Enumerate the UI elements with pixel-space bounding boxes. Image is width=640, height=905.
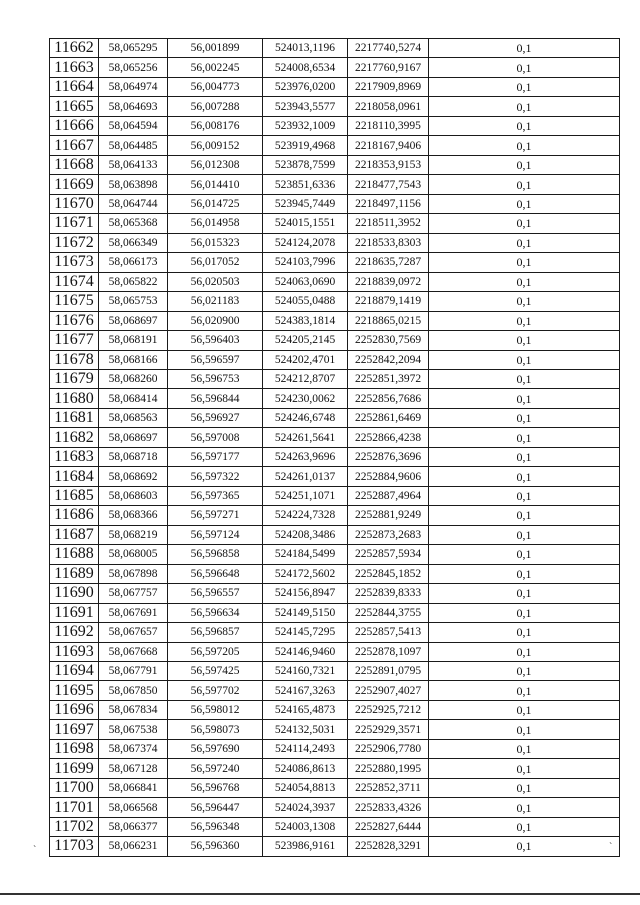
coord-y-cell: 2252833,4326 xyxy=(348,798,429,817)
coord-x-cell: 524184,5499 xyxy=(263,545,348,564)
coord-b-cell: 56,020503 xyxy=(168,272,263,291)
point-number-cell: 11701 xyxy=(50,798,99,817)
page-bottom-rule xyxy=(0,893,640,895)
table-row xyxy=(50,447,620,466)
precision-cell: 0,1 xyxy=(429,214,620,233)
precision-cell: 0,1 xyxy=(429,175,620,194)
precision-cell: 0,1 xyxy=(429,467,620,486)
coord-x-cell: 524202,4701 xyxy=(263,350,348,369)
coord-b-cell: 56,021183 xyxy=(168,292,263,311)
precision-cell: 0,1 xyxy=(429,662,620,681)
coord-x-cell: 524172,5602 xyxy=(263,564,348,583)
point-number-cell: 11685 xyxy=(50,486,99,505)
coord-y-cell: 2252929,3571 xyxy=(348,720,429,739)
coord-b-cell: 56,598012 xyxy=(168,700,263,719)
coord-y-cell: 2252842,2094 xyxy=(348,350,429,369)
table-row xyxy=(50,331,620,350)
coord-y-cell: 2218635,7287 xyxy=(348,253,429,272)
coord-a-cell: 58,067128 xyxy=(99,759,168,778)
table-row xyxy=(50,662,620,681)
point-number-cell: 11689 xyxy=(50,564,99,583)
precision-cell: 0,1 xyxy=(429,136,620,155)
coord-b-cell: 56,597205 xyxy=(168,642,263,661)
coord-a-cell: 58,066568 xyxy=(99,798,168,817)
coord-x-cell: 524146,9460 xyxy=(263,642,348,661)
table-row xyxy=(50,292,620,311)
coord-a-cell: 58,068603 xyxy=(99,486,168,505)
point-number-cell: 11673 xyxy=(50,253,99,272)
coord-b-cell: 56,007288 xyxy=(168,97,263,116)
coord-y-cell: 2252827,6444 xyxy=(348,817,429,836)
table-row xyxy=(50,369,620,388)
coord-x-cell: 524261,0137 xyxy=(263,467,348,486)
table-row xyxy=(50,642,620,661)
precision-cell: 0,1 xyxy=(429,525,620,544)
coord-a-cell: 58,068191 xyxy=(99,331,168,350)
precision-cell: 0,1 xyxy=(429,720,620,739)
table-row xyxy=(50,700,620,719)
precision-cell: 0,1 xyxy=(429,759,620,778)
coord-y-cell: 2252891,0795 xyxy=(348,662,429,681)
stray-mark-right: ` xyxy=(609,842,613,853)
precision-cell: 0,1 xyxy=(429,778,620,797)
coord-b-cell: 56,596648 xyxy=(168,564,263,583)
coord-x-cell: 524145,7295 xyxy=(263,623,348,642)
table-row xyxy=(50,58,620,77)
table-row xyxy=(50,720,620,739)
coord-x-cell: 524160,7321 xyxy=(263,662,348,681)
precision-cell: 0,1 xyxy=(429,486,620,505)
point-number-cell: 11663 xyxy=(50,58,99,77)
precision-cell: 0,1 xyxy=(429,194,620,213)
point-number-cell: 11679 xyxy=(50,369,99,388)
precision-cell: 0,1 xyxy=(429,77,620,96)
table-row xyxy=(50,798,620,817)
coord-y-cell: 2218511,3952 xyxy=(348,214,429,233)
coord-b-cell: 56,001899 xyxy=(168,39,263,58)
coord-x-cell: 524261,5641 xyxy=(263,428,348,447)
coord-a-cell: 58,066349 xyxy=(99,233,168,252)
point-number-cell: 11683 xyxy=(50,447,99,466)
coord-b-cell: 56,020900 xyxy=(168,311,263,330)
coord-y-cell: 2217740,5274 xyxy=(348,39,429,58)
coord-y-cell: 2252884,9606 xyxy=(348,467,429,486)
coord-b-cell: 56,597365 xyxy=(168,486,263,505)
precision-cell: 0,1 xyxy=(429,408,620,427)
coord-b-cell: 56,596348 xyxy=(168,817,263,836)
coord-b-cell: 56,008176 xyxy=(168,116,263,135)
coord-b-cell: 56,596844 xyxy=(168,389,263,408)
coord-a-cell: 58,064744 xyxy=(99,194,168,213)
precision-cell: 0,1 xyxy=(429,58,620,77)
table-row xyxy=(50,272,620,291)
precision-cell: 0,1 xyxy=(429,97,620,116)
precision-cell: 0,1 xyxy=(429,155,620,174)
table-row xyxy=(50,603,620,622)
table-row xyxy=(50,214,620,233)
precision-cell: 0,1 xyxy=(429,545,620,564)
coord-y-cell: 2218497,1156 xyxy=(348,194,429,213)
coord-y-cell: 2252887,4964 xyxy=(348,486,429,505)
coord-y-cell: 2252857,5934 xyxy=(348,545,429,564)
point-number-cell: 11672 xyxy=(50,233,99,252)
coord-y-cell: 2252828,3291 xyxy=(348,837,429,856)
coord-b-cell: 56,596597 xyxy=(168,350,263,369)
coordinates-table xyxy=(49,38,620,857)
precision-cell: 0,1 xyxy=(429,623,620,642)
coord-y-cell: 2217760,9167 xyxy=(348,58,429,77)
precision-cell: 0,1 xyxy=(429,584,620,603)
coord-a-cell: 58,065822 xyxy=(99,272,168,291)
coord-a-cell: 58,067668 xyxy=(99,642,168,661)
coord-a-cell: 58,065256 xyxy=(99,58,168,77)
coord-a-cell: 58,064693 xyxy=(99,97,168,116)
coord-b-cell: 56,596360 xyxy=(168,837,263,856)
coord-y-cell: 2252839,8333 xyxy=(348,584,429,603)
coord-x-cell: 524156,8947 xyxy=(263,584,348,603)
point-number-cell: 11666 xyxy=(50,116,99,135)
coord-b-cell: 56,014410 xyxy=(168,175,263,194)
table-row xyxy=(50,564,620,583)
coord-a-cell: 58,068219 xyxy=(99,525,168,544)
precision-cell: 0,1 xyxy=(429,837,620,856)
table-row xyxy=(50,778,620,797)
coord-x-cell: 524055,0488 xyxy=(263,292,348,311)
precision-cell: 0,1 xyxy=(429,506,620,525)
point-number-cell: 11695 xyxy=(50,681,99,700)
coord-x-cell: 523878,7599 xyxy=(263,155,348,174)
coord-x-cell: 524003,1308 xyxy=(263,817,348,836)
coord-a-cell: 58,067898 xyxy=(99,564,168,583)
point-number-cell: 11680 xyxy=(50,389,99,408)
coord-y-cell: 2252907,4027 xyxy=(348,681,429,700)
table-row xyxy=(50,350,620,369)
table-row xyxy=(50,545,620,564)
coord-x-cell: 524063,0690 xyxy=(263,272,348,291)
coord-b-cell: 56,596857 xyxy=(168,623,263,642)
precision-cell: 0,1 xyxy=(429,369,620,388)
point-number-cell: 11668 xyxy=(50,155,99,174)
coord-a-cell: 58,068005 xyxy=(99,545,168,564)
table-row xyxy=(50,623,620,642)
coord-x-cell: 523986,9161 xyxy=(263,837,348,856)
coord-b-cell: 56,596403 xyxy=(168,331,263,350)
coord-a-cell: 58,064485 xyxy=(99,136,168,155)
coord-y-cell: 2252851,3972 xyxy=(348,369,429,388)
coord-b-cell: 56,596634 xyxy=(168,603,263,622)
coord-b-cell: 56,597240 xyxy=(168,759,263,778)
table-row xyxy=(50,175,620,194)
coord-a-cell: 58,065295 xyxy=(99,39,168,58)
point-number-cell: 11690 xyxy=(50,584,99,603)
precision-cell: 0,1 xyxy=(429,700,620,719)
coord-y-cell: 2252866,4238 xyxy=(348,428,429,447)
point-number-cell: 11675 xyxy=(50,292,99,311)
coord-b-cell: 56,596557 xyxy=(168,584,263,603)
coord-x-cell: 524114,2493 xyxy=(263,739,348,758)
coord-x-cell: 524383,1814 xyxy=(263,311,348,330)
coord-y-cell: 2252873,2683 xyxy=(348,525,429,544)
precision-cell: 0,1 xyxy=(429,331,620,350)
coord-a-cell: 58,066231 xyxy=(99,837,168,856)
precision-cell: 0,1 xyxy=(429,681,620,700)
coord-y-cell: 2218477,7543 xyxy=(348,175,429,194)
coord-b-cell: 56,597425 xyxy=(168,662,263,681)
coord-b-cell: 56,598073 xyxy=(168,720,263,739)
table-row xyxy=(50,311,620,330)
coord-x-cell: 524086,8613 xyxy=(263,759,348,778)
precision-cell: 0,1 xyxy=(429,389,620,408)
point-number-cell: 11699 xyxy=(50,759,99,778)
coord-x-cell: 523851,6336 xyxy=(263,175,348,194)
table-row xyxy=(50,817,620,836)
coord-y-cell: 2252852,3711 xyxy=(348,778,429,797)
point-number-cell: 11697 xyxy=(50,720,99,739)
precision-cell: 0,1 xyxy=(429,272,620,291)
coord-a-cell: 58,068697 xyxy=(99,311,168,330)
coord-a-cell: 58,067374 xyxy=(99,739,168,758)
coord-b-cell: 56,597008 xyxy=(168,428,263,447)
table-row xyxy=(50,97,620,116)
point-number-cell: 11686 xyxy=(50,506,99,525)
point-number-cell: 11681 xyxy=(50,408,99,427)
point-number-cell: 11692 xyxy=(50,623,99,642)
coord-y-cell: 2252844,3755 xyxy=(348,603,429,622)
point-number-cell: 11678 xyxy=(50,350,99,369)
coord-a-cell: 58,066377 xyxy=(99,817,168,836)
coord-b-cell: 56,015323 xyxy=(168,233,263,252)
precision-cell: 0,1 xyxy=(429,253,620,272)
coord-b-cell: 56,597702 xyxy=(168,681,263,700)
coord-b-cell: 56,597322 xyxy=(168,467,263,486)
point-number-cell: 11669 xyxy=(50,175,99,194)
point-number-cell: 11698 xyxy=(50,739,99,758)
coord-a-cell: 58,067757 xyxy=(99,584,168,603)
coord-b-cell: 56,002245 xyxy=(168,58,263,77)
coord-y-cell: 2218865,0215 xyxy=(348,311,429,330)
table-row xyxy=(50,194,620,213)
table-row xyxy=(50,506,620,525)
point-number-cell: 11696 xyxy=(50,700,99,719)
coord-a-cell: 58,065753 xyxy=(99,292,168,311)
coord-a-cell: 58,067538 xyxy=(99,720,168,739)
precision-cell: 0,1 xyxy=(429,564,620,583)
point-number-cell: 11682 xyxy=(50,428,99,447)
coord-x-cell: 524167,3263 xyxy=(263,681,348,700)
table-row xyxy=(50,136,620,155)
point-number-cell: 11687 xyxy=(50,525,99,544)
coord-b-cell: 56,017052 xyxy=(168,253,263,272)
coord-x-cell: 523976,0200 xyxy=(263,77,348,96)
point-number-cell: 11676 xyxy=(50,311,99,330)
table-row xyxy=(50,739,620,758)
precision-cell: 0,1 xyxy=(429,233,620,252)
table-row xyxy=(50,408,620,427)
coord-x-cell: 524212,8707 xyxy=(263,369,348,388)
table-row xyxy=(50,837,620,856)
coord-b-cell: 56,596927 xyxy=(168,408,263,427)
point-number-cell: 11664 xyxy=(50,77,99,96)
point-number-cell: 11694 xyxy=(50,662,99,681)
coord-a-cell: 58,067691 xyxy=(99,603,168,622)
coord-y-cell: 2252876,3696 xyxy=(348,447,429,466)
coord-y-cell: 2252830,7569 xyxy=(348,331,429,350)
coord-y-cell: 2218839,0972 xyxy=(348,272,429,291)
coord-a-cell: 58,068692 xyxy=(99,467,168,486)
coord-a-cell: 58,067834 xyxy=(99,700,168,719)
point-number-cell: 11667 xyxy=(50,136,99,155)
coord-x-cell: 524015,1551 xyxy=(263,214,348,233)
precision-cell: 0,1 xyxy=(429,311,620,330)
point-number-cell: 11703 xyxy=(50,837,99,856)
coord-x-cell: 524208,3486 xyxy=(263,525,348,544)
coord-y-cell: 2218879,1419 xyxy=(348,292,429,311)
coord-y-cell: 2252857,5413 xyxy=(348,623,429,642)
coord-b-cell: 56,004773 xyxy=(168,77,263,96)
coord-b-cell: 56,014725 xyxy=(168,194,263,213)
table-row xyxy=(50,486,620,505)
point-number-cell: 11684 xyxy=(50,467,99,486)
coord-a-cell: 58,068414 xyxy=(99,389,168,408)
point-number-cell: 11700 xyxy=(50,778,99,797)
coord-b-cell: 56,597690 xyxy=(168,739,263,758)
coord-y-cell: 2218353,9153 xyxy=(348,155,429,174)
coord-x-cell: 524224,7328 xyxy=(263,506,348,525)
table-row xyxy=(50,428,620,447)
coord-a-cell: 58,064974 xyxy=(99,77,168,96)
precision-cell: 0,1 xyxy=(429,603,620,622)
table-row xyxy=(50,584,620,603)
precision-cell: 0,1 xyxy=(429,739,620,758)
table-row xyxy=(50,681,620,700)
table-row xyxy=(50,525,620,544)
point-number-cell: 11702 xyxy=(50,817,99,836)
point-number-cell: 11662 xyxy=(50,39,99,58)
coord-b-cell: 56,596768 xyxy=(168,778,263,797)
coord-y-cell: 2252861,6469 xyxy=(348,408,429,427)
coord-a-cell: 58,065368 xyxy=(99,214,168,233)
precision-cell: 0,1 xyxy=(429,642,620,661)
precision-cell: 0,1 xyxy=(429,447,620,466)
coord-b-cell: 56,597271 xyxy=(168,506,263,525)
coord-a-cell: 58,063898 xyxy=(99,175,168,194)
coord-y-cell: 2218533,8303 xyxy=(348,233,429,252)
table-row xyxy=(50,233,620,252)
coord-x-cell: 523932,1009 xyxy=(263,116,348,135)
coord-a-cell: 58,066173 xyxy=(99,253,168,272)
coord-a-cell: 58,068718 xyxy=(99,447,168,466)
coord-y-cell: 2252845,1852 xyxy=(348,564,429,583)
coord-x-cell: 524230,0062 xyxy=(263,389,348,408)
coord-y-cell: 2218167,9406 xyxy=(348,136,429,155)
coord-a-cell: 58,064133 xyxy=(99,155,168,174)
point-number-cell: 11674 xyxy=(50,272,99,291)
table-row xyxy=(50,77,620,96)
stray-mark-left: ` xyxy=(33,845,37,856)
coord-b-cell: 56,596753 xyxy=(168,369,263,388)
point-number-cell: 11688 xyxy=(50,545,99,564)
coord-b-cell: 56,009152 xyxy=(168,136,263,155)
coord-x-cell: 523945,7449 xyxy=(263,194,348,213)
precision-cell: 0,1 xyxy=(429,428,620,447)
coord-x-cell: 524103,7996 xyxy=(263,253,348,272)
coord-b-cell: 56,597177 xyxy=(168,447,263,466)
coord-x-cell: 524024,3937 xyxy=(263,798,348,817)
table-row xyxy=(50,116,620,135)
table-row xyxy=(50,39,620,58)
precision-cell: 0,1 xyxy=(429,292,620,311)
coord-x-cell: 524008,6534 xyxy=(263,58,348,77)
coord-a-cell: 58,068166 xyxy=(99,350,168,369)
coord-a-cell: 58,066841 xyxy=(99,778,168,797)
coord-y-cell: 2218110,3995 xyxy=(348,116,429,135)
coord-x-cell: 524124,2078 xyxy=(263,233,348,252)
point-number-cell: 11691 xyxy=(50,603,99,622)
table-row xyxy=(50,253,620,272)
coord-x-cell: 524246,6748 xyxy=(263,408,348,427)
precision-cell: 0,1 xyxy=(429,39,620,58)
precision-cell: 0,1 xyxy=(429,817,620,836)
coord-b-cell: 56,596447 xyxy=(168,798,263,817)
coord-y-cell: 2252881,9249 xyxy=(348,506,429,525)
coord-y-cell: 2218058,0961 xyxy=(348,97,429,116)
coord-x-cell: 524263,9696 xyxy=(263,447,348,466)
coord-a-cell: 58,068697 xyxy=(99,428,168,447)
coord-b-cell: 56,012308 xyxy=(168,155,263,174)
coord-a-cell: 58,068366 xyxy=(99,506,168,525)
precision-cell: 0,1 xyxy=(429,350,620,369)
coord-y-cell: 2217909,8969 xyxy=(348,77,429,96)
coord-a-cell: 58,067850 xyxy=(99,681,168,700)
coord-x-cell: 524251,1071 xyxy=(263,486,348,505)
table-row xyxy=(50,389,620,408)
point-number-cell: 11665 xyxy=(50,97,99,116)
coord-b-cell: 56,596858 xyxy=(168,545,263,564)
coord-x-cell: 524013,1196 xyxy=(263,39,348,58)
coord-y-cell: 2252856,7686 xyxy=(348,389,429,408)
coord-b-cell: 56,597124 xyxy=(168,525,263,544)
table-row xyxy=(50,467,620,486)
coord-y-cell: 2252906,7780 xyxy=(348,739,429,758)
coord-a-cell: 58,067791 xyxy=(99,662,168,681)
coord-y-cell: 2252880,1995 xyxy=(348,759,429,778)
table-row xyxy=(50,155,620,174)
coord-a-cell: 58,068563 xyxy=(99,408,168,427)
coord-x-cell: 524205,2145 xyxy=(263,331,348,350)
point-number-cell: 11671 xyxy=(50,214,99,233)
coord-a-cell: 58,067657 xyxy=(99,623,168,642)
point-number-cell: 11693 xyxy=(50,642,99,661)
coord-b-cell: 56,014958 xyxy=(168,214,263,233)
coordinates-table-body xyxy=(50,39,620,857)
coord-a-cell: 58,068260 xyxy=(99,369,168,388)
coord-x-cell: 523919,4968 xyxy=(263,136,348,155)
coord-x-cell: 524132,5031 xyxy=(263,720,348,739)
coord-x-cell: 524054,8813 xyxy=(263,778,348,797)
point-number-cell: 11677 xyxy=(50,331,99,350)
precision-cell: 0,1 xyxy=(429,798,620,817)
coord-x-cell: 524149,5150 xyxy=(263,603,348,622)
coord-x-cell: 523943,5577 xyxy=(263,97,348,116)
table-row xyxy=(50,759,620,778)
point-number-cell: 11670 xyxy=(50,194,99,213)
precision-cell: 0,1 xyxy=(429,116,620,135)
coord-a-cell: 58,064594 xyxy=(99,116,168,135)
coord-x-cell: 524165,4873 xyxy=(263,700,348,719)
coord-y-cell: 2252925,7212 xyxy=(348,700,429,719)
coord-y-cell: 2252878,1097 xyxy=(348,642,429,661)
